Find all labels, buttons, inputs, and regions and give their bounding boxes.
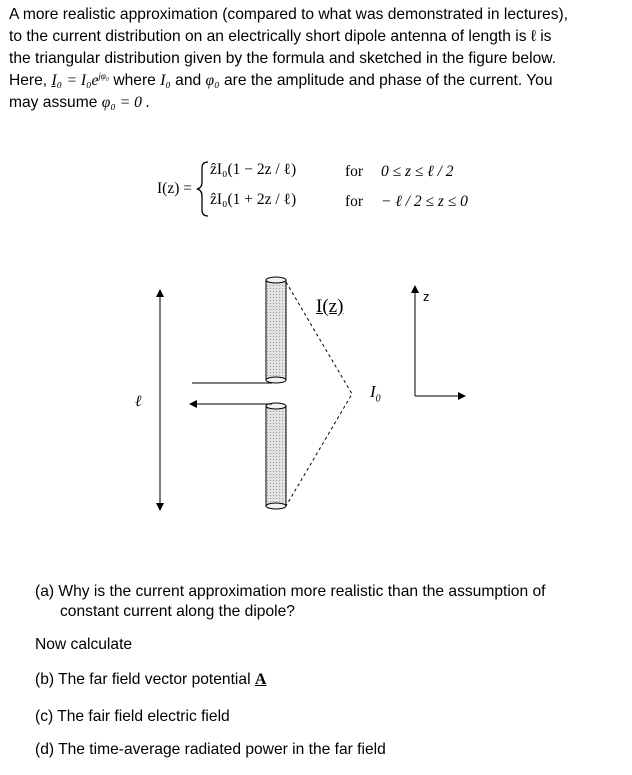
question-d: (d) The time-average radiated power in the far field [35,741,386,758]
question-a [35,582,545,622]
intro-line-4 [9,70,623,92]
intro-here: Here, [9,72,48,89]
intro-line-5 [9,92,623,114]
phase-symbol: φ₀ [205,72,220,89]
amplitude-label [370,382,381,405]
question-a-line-2: constant current along the dipole? [60,603,295,620]
case-2-for: for [345,193,364,210]
case-2-condition: − ℓ / 2 ≤ z ≤ 0 [381,193,468,210]
length-label: ℓ [135,393,142,410]
phasor-I0: I₀ [51,72,63,89]
question-c: (c) The fair field electric field [35,708,230,725]
intro-line-4-end: are the amplitude and phase of the current. You [223,72,553,89]
question-a-line-1: (a) Why is the current approximation more realistic than the assumption of [35,583,546,600]
problem-intro [9,4,623,114]
z-axis-label: z [423,289,430,304]
intro-line-3: the triangular distribution given by the formula and sketched in the figure below. [9,50,556,67]
amplitude-symbol: I₀ [160,72,171,89]
dipole-lower-arm [266,403,286,509]
case-2-expression: ẑI₀(1 + 2z / ℓ) [210,191,297,208]
curly-brace [196,160,210,218]
equation-lhs: I(z) = [157,180,192,197]
intro-and: and [175,72,202,89]
intro-assume: may assume [9,94,98,111]
case-1-for: for [345,163,364,180]
intro-line-2: to the current distribution on an electrically short dipole antenna of length is ℓ is [9,28,552,45]
dipole-upper-arm [266,277,286,383]
amplitude-subscript: 0 [375,393,381,405]
phase-assumption: φ₀ = 0 . [101,94,150,111]
current-label: I(z) [316,296,344,317]
case-1-expression: ẑI₀(1 − 2z / ℓ) [210,161,297,178]
question-b [35,670,266,690]
vector-potential-symbol: A [254,671,267,688]
now-calculate: Now calculate [35,636,133,653]
case-1-condition: 0 ≤ z ≤ ℓ / 2 [381,163,454,180]
intro-where: where [113,72,156,89]
question-b-text: (b) The far field vector potential [35,671,251,688]
phasor-expression: = I₀e [66,72,99,89]
phasor-exponent: jφ₀ [98,70,110,81]
intro-line-1: A more realistic approximation (compared to what was demonstrated in lectures), [9,6,569,23]
amplitude-letter: I [370,382,376,401]
